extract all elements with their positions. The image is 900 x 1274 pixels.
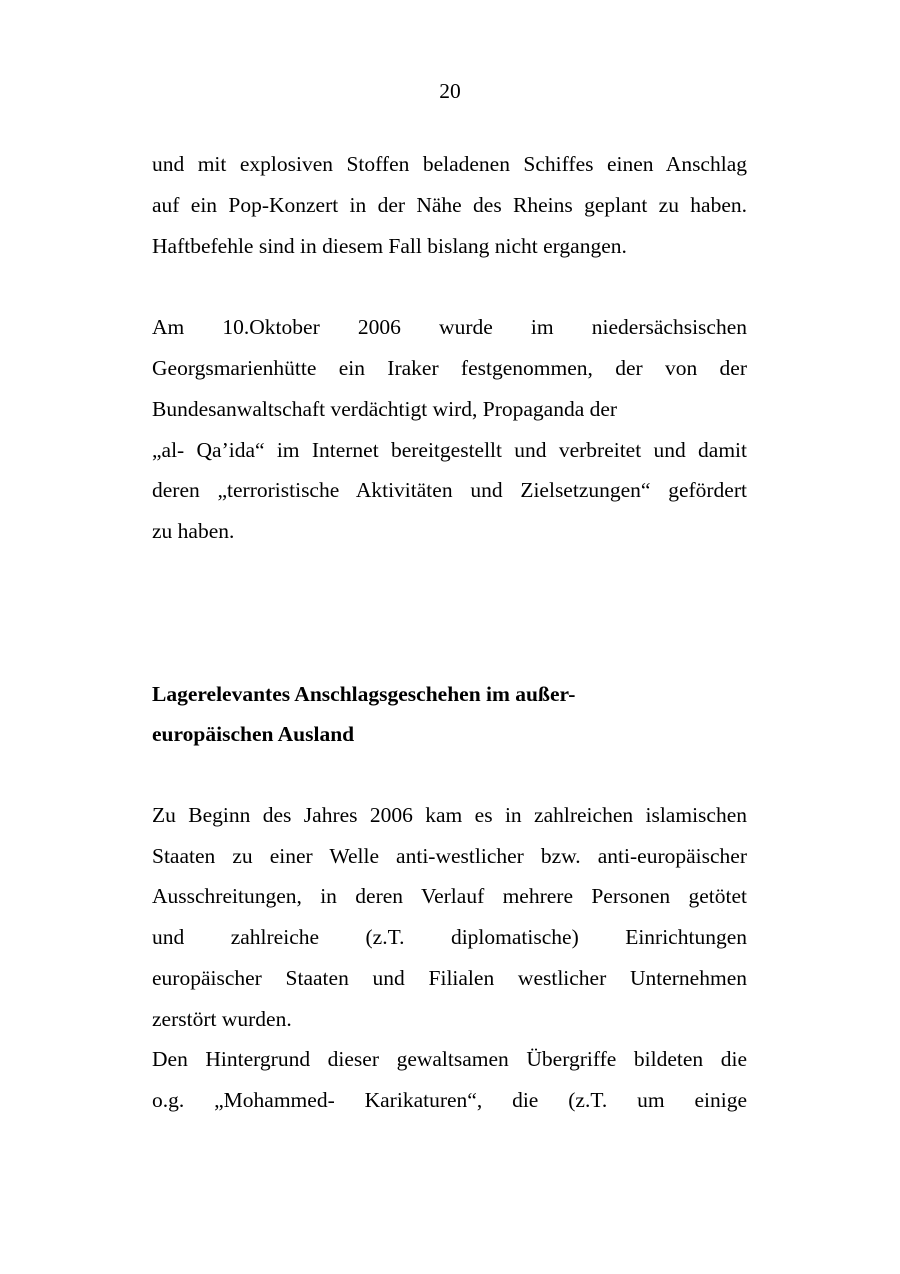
paragraph-line: „al- Qa’ida“ im Internet bereitgestellt und verbreitet und damit — [152, 438, 747, 462]
paragraph-line: Haftbefehle sind in diesem Fall bislang nicht ergangen. — [152, 234, 627, 258]
paragraph-line: Zu Beginn des Jahres 2006 kam es in zahlreichen islamischen — [152, 803, 747, 827]
paragraph-line: auf ein Pop-Konzert in der Nähe des Rheins geplant zu haben. — [152, 193, 747, 217]
paragraph-line: Ausschreitungen, in deren Verlauf mehrere Personen getötet — [152, 884, 747, 908]
section-heading: europäischen Ausland — [152, 722, 355, 746]
paragraph-line: deren „terroristische Aktivitäten und Zielsetzungen“ gefördert — [152, 478, 747, 502]
paragraph-line: Georgsmarienhütte ein Iraker festgenommen, der von der — [152, 356, 747, 380]
paragraph-line: europäischer Staaten und Filialen westlicher Unternehmen — [152, 966, 747, 990]
section-heading: Lagerelevantes Anschlagsgeschehen im außer- — [152, 682, 576, 706]
paragraph-line: zerstört wurden. — [152, 1007, 292, 1031]
paragraph-line: zu haben. — [152, 519, 235, 543]
paragraph-line: o.g. „Mohammed- Karikaturen“, die (z.T. um einige — [152, 1088, 747, 1112]
paragraph-line: und zahlreiche (z.T. diplomatische) Einrichtungen — [152, 925, 747, 949]
paragraph-line: Am 10.Oktober 2006 wurde im niedersächsischen — [152, 315, 747, 339]
paragraph-line: Staaten zu einer Welle anti-westlicher bzw. anti-europäischer — [152, 844, 747, 868]
paragraph-line: Bundesanwaltschaft verdächtigt wird, Propaganda der — [152, 397, 618, 421]
paragraph-line: und mit explosiven Stoffen beladenen Schiffes einen Anschlag — [152, 152, 747, 176]
page-number: 20 — [439, 79, 461, 103]
paragraph-line: Den Hintergrund dieser gewaltsamen Übergriffe bildeten die — [152, 1047, 747, 1071]
